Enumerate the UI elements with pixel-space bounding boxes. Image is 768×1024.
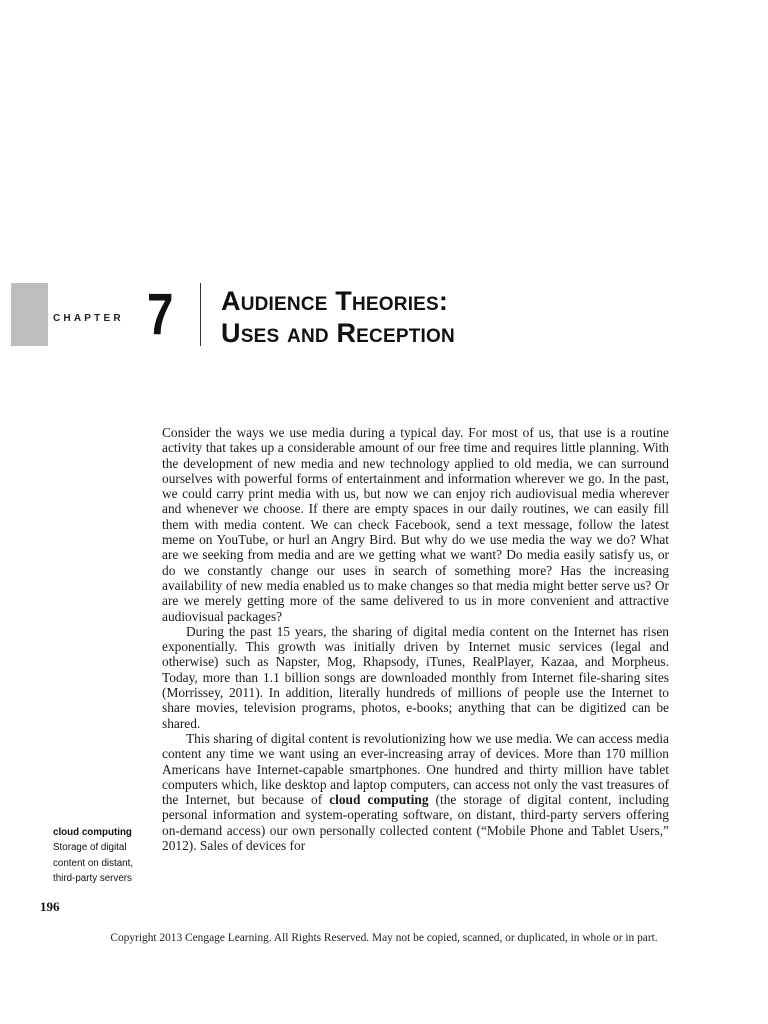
paragraph-3-start: This sharing of digital content is revolutionizing how we use media. We can access media content any time we want using an ever-increasing array of devices. More than 170 million Americans have Internet-capable smartphones. One hundred and thirty million have tablet computers which, like desktop and laptop computers, can access not only the vast treasures of the Internet, but because of — [162, 730, 669, 808]
glossary-term: cloud computing — [53, 827, 132, 838]
paragraph-3-end: (the storage of digital content, including personal information and system-operating software, on distant, third-party servers offering on-demand access) our own personally collected content (“Mobile Phone and Tablet Users,” 2012). Sales of devices for — [162, 792, 669, 854]
chapter-divider — [200, 283, 201, 346]
chapter-title-line-2: Uses and Reception — [221, 318, 455, 348]
paragraph-1: Consider the ways we use media during a typical day. For most of us, that use is a routine activity that takes up a considerable amount of our free time and requires little planning. With the development of new media and new technology applied to old media, we can surround ourselves with powerful forms of entertainment and information wherever we go. In the past, we could carry print media with us, but now we can enjoy rich audiovisual media wherever and whenever we choose. If there are empty spaces in our daily routines, we can easily fill them with media content. We can check Facebook, send a text message, follow the latest meme on YouTube, or hurl an Angry Bird. But why do we use media the way we do? What are we seeking from media and are we getting what we want? Do media easily satisfy us, or do we constantly change our uses in search of something more? Has the increasing availability of new media enabled us to make changes so that media might better serve us? Or are we merely getting more of the same delivered to us in more convenient and attractive audiovisual packages? — [162, 425, 669, 624]
paragraph-2: During the past 15 years, the sharing of digital media content on the Internet has risen exponentially. This growth was initially driven by Internet music services (legal and otherwise) such as Napster, Mog, Rhapsody, iTunes, RealPlayer, Kazaa, and Morpheus. Today, more than 1.1 billion songs are downloaded monthly from Internet file-sharing sites (Morrissey, 2011). In addition, literally hundreds of millions of people use the Internet to share movies, television programs, photos, e-books; anything that can be digitized can be shared. — [162, 623, 669, 731]
body-text — [162, 425, 669, 853]
chapter-number: 7 — [147, 282, 174, 347]
copyright-notice: Copyright 2013 Cengage Learning. All Rights Reserved. May not be copied, scanned, or duplicated, in whole or in part. — [110, 932, 658, 944]
key-term-cloud-computing: cloud computing — [329, 792, 429, 808]
glossary-definition-line-1: Storage of digital — [53, 842, 127, 854]
page-number: 196 — [40, 899, 60, 914]
chapter-title — [221, 285, 455, 349]
chapter-tab-marker — [11, 283, 48, 346]
paragraph-3 — [162, 731, 669, 853]
chapter-label: CHAPTER — [53, 313, 124, 324]
margin-glossary-note — [53, 825, 153, 887]
glossary-definition-line-3: third-party servers — [53, 873, 132, 885]
chapter-title-line-1: Audience Theories: — [221, 286, 449, 316]
glossary-definition-line-2: content on distant, — [53, 857, 134, 869]
